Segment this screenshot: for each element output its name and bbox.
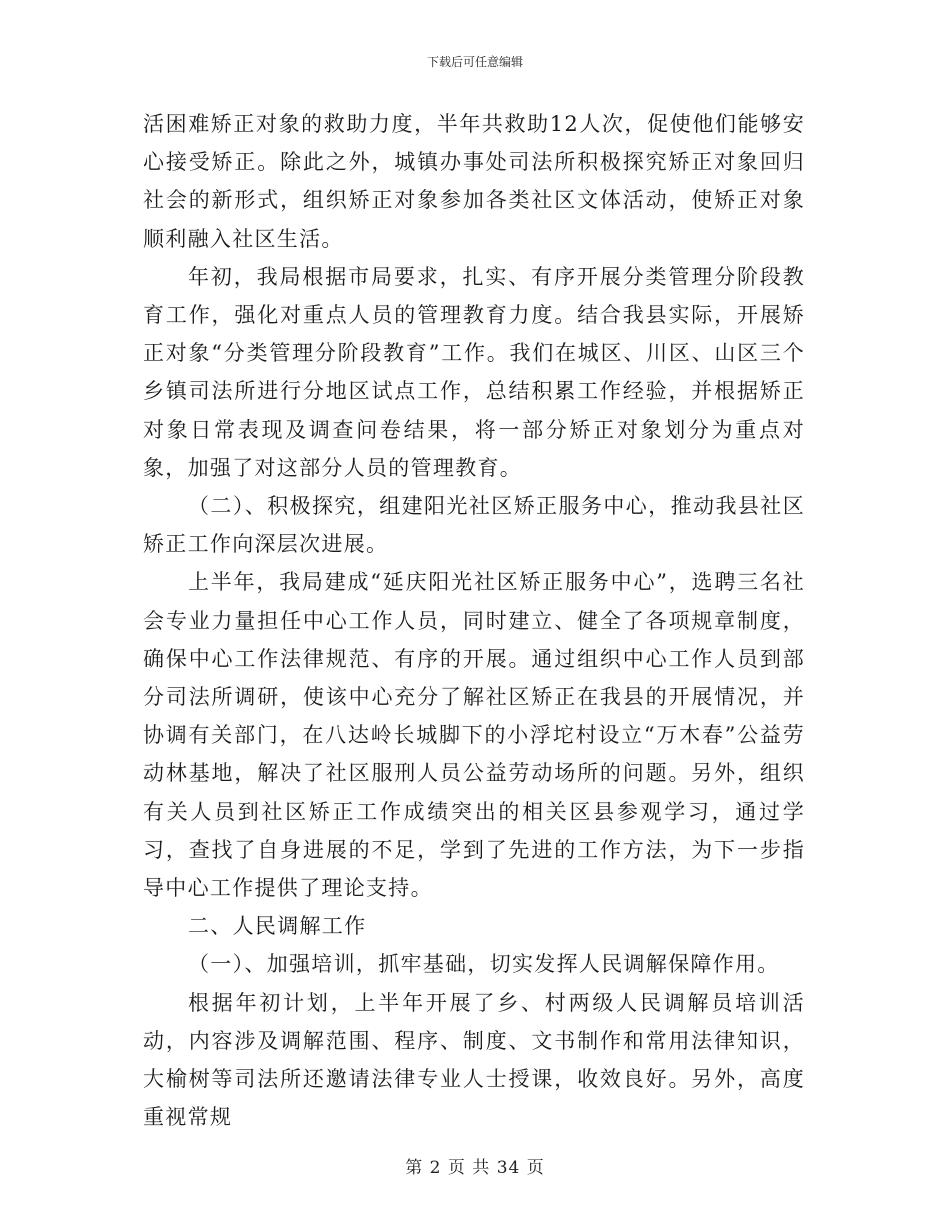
page-header-note: 下载后可任意编辑: [426, 55, 523, 69]
document-body: [143, 105, 805, 1136]
subsection-heading: （一）、加强培训，抓牢基础，切实发挥人民调解保障作用。: [188, 952, 780, 977]
paragraph-1: 活困难矫正对象的救助力度，半年共救助12人次，促使他们能够安心接受矫正。除此之外，城镇办事处司法所积极探究矫正对象回归社会的新形式，组织矫正对象参加各类社区文体活动，使矫正对象顺利融入社区生活。: [143, 112, 805, 251]
paragraph-4: 上半年，我局建成“延庆阳光社区矫正服务中心”，选聘三名社会专业力量担任中心工作人员，同时建立、健全了各项规章制度，确保中心工作法律规范、有序的开展。通过组织中心工作人员到部分司法所调研，使该中心充分了解社区矫正在我县的开展情况，并协调有关部门，在八达岭长城脚下的小浮坨村设立“万木春”公益劳动林基地，解决了社区服刑人员公益劳动场所的问题。另外，组织有关人员到社区矫正工作成绩突出的相关区县参观学习，通过学习，查找了自身进展的不足，学到了先进的工作方法，为下一步指导中心工作提供了理论支持。: [143, 570, 805, 901]
page-number: 第 2 页 共 34 页: [405, 1158, 545, 1178]
section-heading: 二、人民调解工作: [188, 914, 367, 939]
paragraph-2: 年初，我局根据市局要求，扎实、有序开展分类管理分阶段教育工作，强化对重点人员的管理教育力度。结合我县实际，开展矫正对象“分类管理分阶段教育”工作。我们在城区、川区、山区三个乡镇司法所进行分地区试点工作，总结积累工作经验，并根据矫正对象日常表现及调查问卷结果，将一部分矫正对象划分为重点对象，加强了对这部分人员的管理教育。: [143, 264, 805, 480]
paragraph-3: （二）、积极探究，组建阳光社区矫正服务中心，推动我县社区矫正工作向深层次进展。: [143, 494, 805, 557]
paragraph-5: 根据年初计划，上半年开展了乡、村两级人民调解员培训活动，内容涉及调解范围、程序、制度、文书制作和常用法律知识，大榆树等司法所还邀请法律专业人士授课，收效良好。另外，高度重视常规: [143, 990, 805, 1130]
